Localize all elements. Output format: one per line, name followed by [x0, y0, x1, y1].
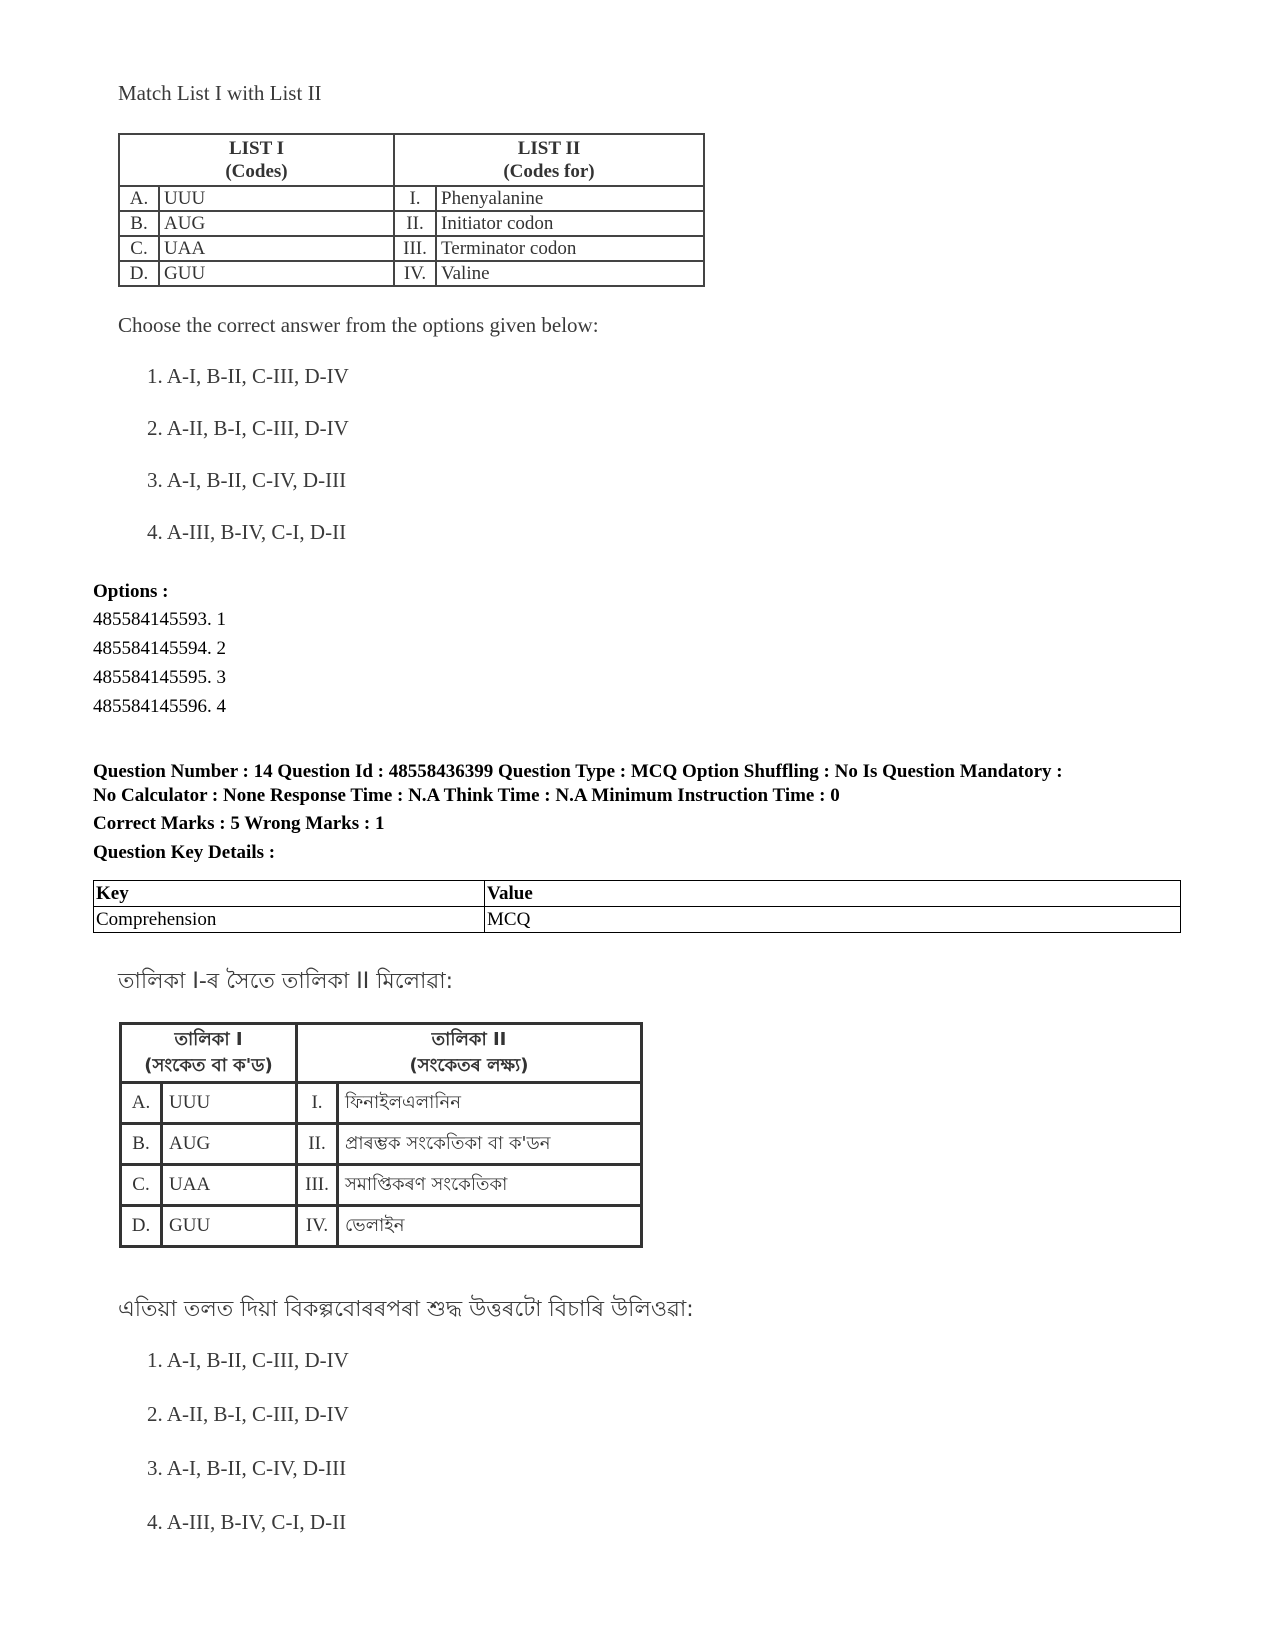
- question-meta-line2: No Calculator : None Response Time : N.A Think Time : N.A Minimum Instruction Time : 0: [93, 785, 840, 806]
- instruction-text: Choose the correct answer from the options given below:: [118, 313, 599, 337]
- table-row: C. UAA III. Terminator codon: [119, 236, 704, 261]
- match-prompt-assamese: তালিকা I-ৰ সৈতে তালিকা II মিলোৱা:: [118, 969, 454, 994]
- choice-4: 4. A-III, B-IV, C-I, D-II: [147, 1510, 347, 1534]
- match-prompt: Match List I with List II: [118, 81, 322, 105]
- option-item: 485584145593. 1: [93, 609, 226, 630]
- list1-header: LIST I (Codes): [119, 134, 394, 186]
- list1-header: তালিকা I (সংকেত বা ক'ড): [121, 1024, 297, 1083]
- table-row: B. AUG II. Initiator codon: [119, 211, 704, 236]
- option-item: 485584145594. 2: [93, 638, 226, 659]
- table-row: A. UUU I. Phenyalanine: [119, 186, 704, 211]
- key-details-label: Question Key Details :: [93, 842, 276, 863]
- match-table: [118, 133, 705, 287]
- choice-3: 3. A-I, B-II, C-IV, D-III: [147, 468, 347, 492]
- table-row: D. GUU IV. ভেলাইন: [121, 1206, 642, 1247]
- choice-1: 1. A-I, B-II, C-III, D-IV: [147, 364, 349, 388]
- option-item: 485584145596. 4: [93, 696, 226, 717]
- option-item: 485584145595. 3: [93, 667, 226, 688]
- choice-2: 2. A-II, B-I, C-III, D-IV: [147, 1402, 349, 1426]
- match-table-assamese: [119, 1022, 643, 1248]
- choice-2: 2. A-II, B-I, C-III, D-IV: [147, 416, 349, 440]
- choice-4: 4. A-III, B-IV, C-I, D-II: [147, 520, 347, 544]
- marks-line: Correct Marks : 5 Wrong Marks : 1: [93, 813, 385, 834]
- table-row: C. UAA III. সমাপ্তিকৰণ সংকেতিকা: [121, 1165, 642, 1206]
- table-row: D. GUU IV. Valine: [119, 261, 704, 286]
- table-row: A. UUU I. ফিনাইলএলানিন: [121, 1083, 642, 1124]
- question-meta-line1: Question Number : 14 Question Id : 48558436399 Question Type : MCQ Option Shuffling : No Is Question Mandatory :: [93, 761, 1063, 782]
- table-row: Comprehension MCQ: [94, 907, 1181, 933]
- table-row: B. AUG II. প্ৰাৰম্ভক সংকেতিকা বা ক'ডন: [121, 1124, 642, 1165]
- key-details-table: [93, 880, 1181, 933]
- choice-1: 1. A-I, B-II, C-III, D-IV: [147, 1348, 349, 1372]
- list2-header: তালিকা II (সংকেতৰ লক্ষ্য): [297, 1024, 642, 1083]
- options-label: Options :: [93, 581, 169, 602]
- choice-3: 3. A-I, B-II, C-IV, D-III: [147, 1456, 347, 1480]
- instruction-text-assamese: এতিয়া তলত দিয়া বিকল্পবোৰৰপৰা শুদ্ধ উত্তৰটো বিচাৰি উলিওৱা:: [118, 1297, 694, 1322]
- table-row: Key Value: [94, 881, 1181, 907]
- list2-header: LIST II (Codes for): [394, 134, 704, 186]
